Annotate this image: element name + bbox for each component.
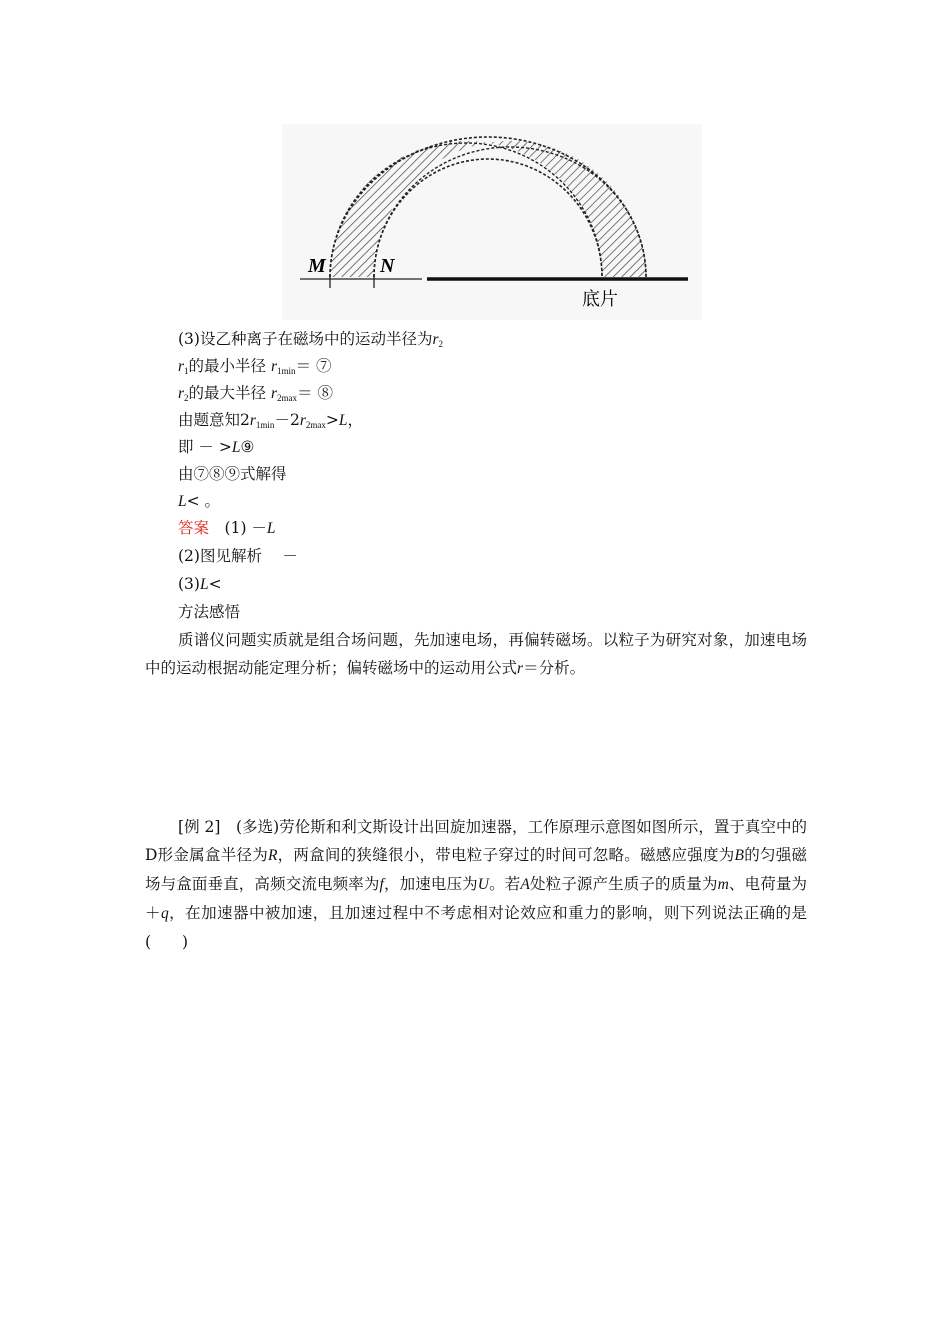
label-m: M [308,255,326,277]
example-2-question: [例 2] (多选)劳伦斯和利文斯设计出回旋加速器，工作原理示意图如图所示，置于真空中的D形金属盒半径为R，两盒间的狭缝很小，带电粒子穿过的时间可忽略。磁感应强度为B的匀强磁场与盒面垂直，高频交流电频率为f，加速电压为U。若A处粒子源产生质子的质量为m、电荷量为＋q，在加速器中被加速，且加速过程中不考虑相对论效应和重力的影响，则下列说法正确的是( ) [145,818,807,951]
step-solve: 由⑦⑧⑨式解得 [178,465,287,483]
mass-spectrometer-diagram [282,124,702,320]
answer-line-1: 答案 (1) －L [178,519,276,537]
answer-line-3: (3)L< [178,575,222,593]
method-title: 方法感悟 [178,603,241,621]
method-body: 质谱仪问题实质就是组合场问题，先加速电场，再偏转磁场。以粒子为研究对象，加速电场中的运动根据动能定理分析；偏转磁场中的运动用公式r＝分析。 [145,631,807,677]
step-inequality: 即 － >L⑨ [178,438,255,456]
answer-line-2: (2)图见解析 － [178,547,298,565]
step-r2-definition: (3)设乙种离子在磁场中的运动半径为$r_2$ [178,330,444,349]
label-n: N [380,255,395,277]
step-condition: 由题意知$2r_{1min}-2r_{2max}>L$， [178,411,363,430]
step-result: L< 。 [178,492,221,510]
plate-label: 底片 [582,289,618,310]
step-r2-max: $r_2$的最大半径 $r_{2max}=$ ⑧ [178,384,333,403]
answer-label: 答案 [178,519,210,537]
step-r1-min: $r_1$的最小半径 $r_{1min}=$ ⑦ [178,357,332,376]
